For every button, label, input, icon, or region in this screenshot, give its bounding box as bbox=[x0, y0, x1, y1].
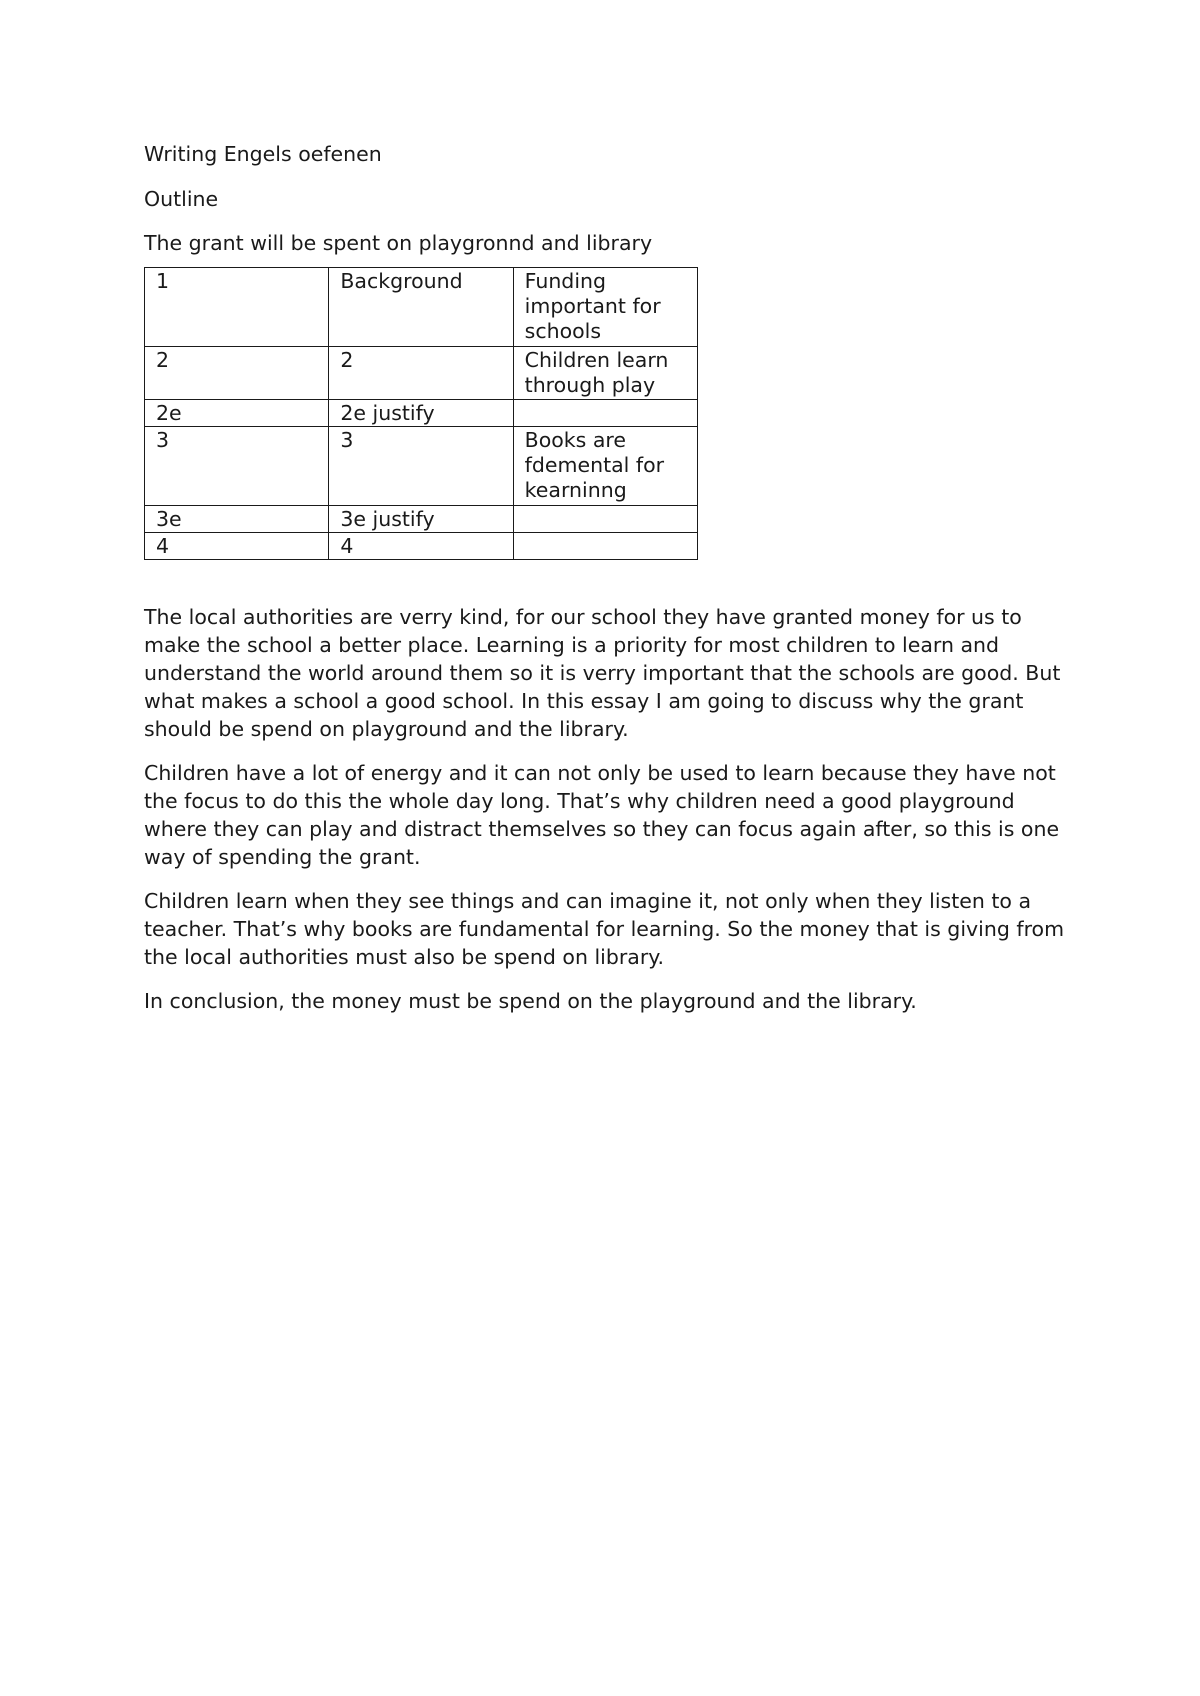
table-cell: 2 bbox=[329, 347, 513, 400]
document-title: Writing Engels oefenen bbox=[144, 142, 382, 166]
table-row bbox=[145, 506, 698, 533]
table-cell: 3 bbox=[329, 427, 513, 506]
outline-heading: Outline bbox=[144, 187, 219, 211]
table-cell: 2e justify bbox=[329, 400, 513, 427]
essay-paragraph-conclusion: In conclusion, the money must be spend on the playground and the library. bbox=[144, 989, 917, 1013]
table-cell: 2 bbox=[145, 347, 329, 400]
table-cell bbox=[513, 533, 697, 560]
table-cell: Funding important for schools bbox=[513, 268, 697, 347]
table-row bbox=[145, 533, 698, 560]
outline-intro: The grant will be spent on playgronnd and library bbox=[144, 231, 653, 255]
table-row bbox=[145, 347, 698, 400]
essay-body bbox=[144, 603, 1074, 1015]
table-row bbox=[145, 268, 698, 347]
table-cell: 2e bbox=[145, 400, 329, 427]
table-cell: Children learn through play bbox=[513, 347, 697, 400]
table-cell bbox=[513, 506, 697, 533]
document-page bbox=[144, 140, 1074, 1031]
outline-table bbox=[144, 267, 698, 560]
table-cell: 4 bbox=[329, 533, 513, 560]
essay-paragraph-playground: Children have a lot of energy and it can not only be used to learn because they have not the focus to do this the whole day long. That’s why children need a good playground where they can play and distract themselves so they can focus again after, so this is one way of spending the grant. bbox=[144, 761, 1060, 869]
table-cell: 1 bbox=[145, 268, 329, 347]
table-cell: 3 bbox=[145, 427, 329, 506]
table-cell: 3e bbox=[145, 506, 329, 533]
essay-paragraph-library: Children learn when they see things and can imagine it, not only when they listen to a teacher. That’s why books are fundamental for learning. So the money that is giving from the local authorities must also be spend on library. bbox=[144, 889, 1065, 969]
essay-paragraph-intro: The local authorities are verry kind, for our school they have granted money for us to make the school a better place. Learning is a priority for most children to learn and understand the world around them so it is verry important that the schools are good. But what makes a school a good school. In this essay I am going to discuss why the grant should be spend on playground and the library. bbox=[144, 605, 1061, 741]
table-row bbox=[145, 400, 698, 427]
table-row bbox=[145, 427, 698, 506]
table-cell: Books are fdemental for kearninng bbox=[513, 427, 697, 506]
table-cell bbox=[513, 400, 697, 427]
table-cell: 4 bbox=[145, 533, 329, 560]
table-cell: 3e justify bbox=[329, 506, 513, 533]
table-cell: Background bbox=[329, 268, 513, 347]
